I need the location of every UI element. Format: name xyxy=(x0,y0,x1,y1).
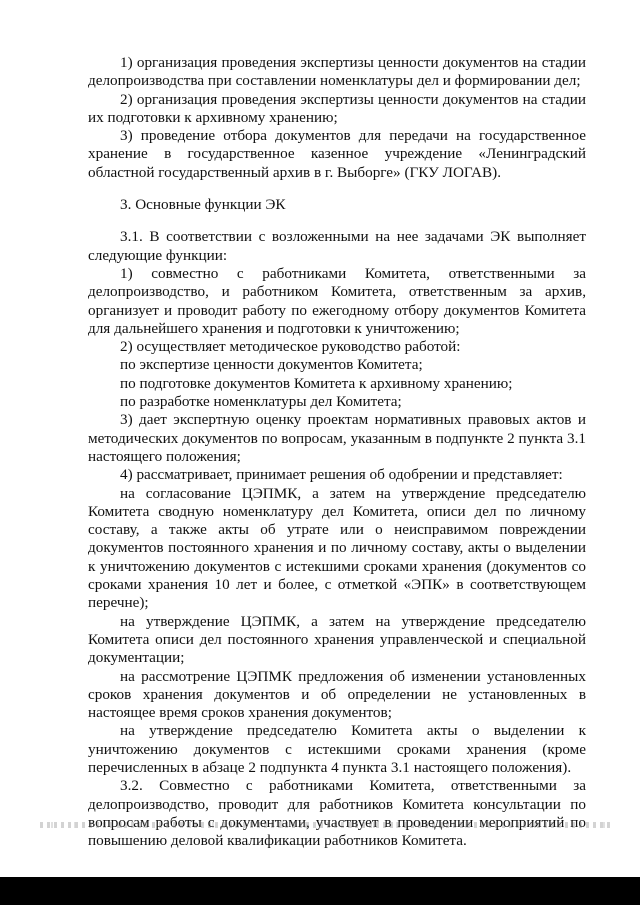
paragraph-function-2c: по разработке номенклатуры дел Комитета; xyxy=(120,393,402,411)
scan-noise-line xyxy=(40,822,610,828)
section-heading: 3. Основные функции ЭК xyxy=(120,196,286,214)
paragraph-function-1: 1) совместно с работниками Комитета, ответственными за делопроизводство, и работником Комитета, ответственным за архив, организует и проводит работу по ежегодному отбору документов Комитета для дальнейшего хранения и подготовки к уничтожению; xyxy=(88,264,586,337)
paragraph-function-3: 3) дает экспертную оценку проектам нормативных правовых актов и методических документов по вопросам, указанным в подпункте 2 пункта 3.1 настоящего положения; xyxy=(88,411,586,465)
paragraph-function-4: 4) рассматривает, принимает решения об одобрении и представляет: xyxy=(120,466,563,484)
spacer xyxy=(88,214,586,228)
paragraph-task-3: 3) проведение отбора документов для передачи на государственное хранение в государственное казенное учреждение «Ленинградский областной государственный архив в г. Выборге» (ГКУ ЛОГАВ). xyxy=(88,127,586,181)
paragraph-function-2b: по подготовке документов Комитета к архивному хранению; xyxy=(120,374,513,392)
paragraph-task-1: 1) организация проведения экспертизы ценности документов на стадии делопроизводства при составлении номенклатуры дел и формировании дел; xyxy=(88,54,586,90)
paragraph-function-4b: на утверждение ЦЭПМК, а затем на утверждение председателю Комитета описи дел постоянного хранения управленческой и специальной документации; xyxy=(88,612,586,667)
paragraph-3-2: 3.2. Совместно с работниками Комитета, ответственными за делопроизводство, проводит для работников Комитета консультации по вопросам работы с документами, участвует в проведении мероприятий по повышению деловой квалификации работников Комитета. xyxy=(88,777,586,850)
paragraph-task-2: 2) организация проведения экспертизы ценности документов на стадии их подготовки к архивному хранению; xyxy=(88,90,586,126)
paragraph-function-4a: на согласование ЦЭПМК, а затем на утверждение председателю Комитета сводную номенклатуру дел Комитета, описи дел по личному составу, а также акты об утрате или о неисправимом повреждении документов постоянного хранения и по личному составу, акты о выделении к уничтожению документов с истекшими сроками хранения (документов со сроками хранения 10 лет и более, с отметкой «ЭПК» в соответствующем перечне); xyxy=(88,484,586,612)
paragraph-function-2a: по экспертизе ценности документов Комитета; xyxy=(120,356,423,374)
document-page xyxy=(88,54,586,850)
paragraph-function-4c: на рассмотрение ЦЭПМК предложения об изменении установленных сроков хранения документов и об определении не установленных в настоящее время сроков хранения документов; xyxy=(88,667,586,722)
scan-bottom-border xyxy=(0,877,640,905)
paragraph-function-2: 2) осуществляет методическое руководство работой: xyxy=(120,338,461,356)
paragraph-function-4d: на утверждение председателю Комитета акты о выделении к уничтожению документов с истекшими сроками хранения (кроме перечисленных в абзаце 2 подпункта 4 пункта 3.1 настоящего положения). xyxy=(88,722,586,776)
spacer xyxy=(88,182,586,196)
paragraph-3-1: 3.1. В соответствии с возложенными на нее задачами ЭК выполняет следующие функции: xyxy=(88,228,586,264)
